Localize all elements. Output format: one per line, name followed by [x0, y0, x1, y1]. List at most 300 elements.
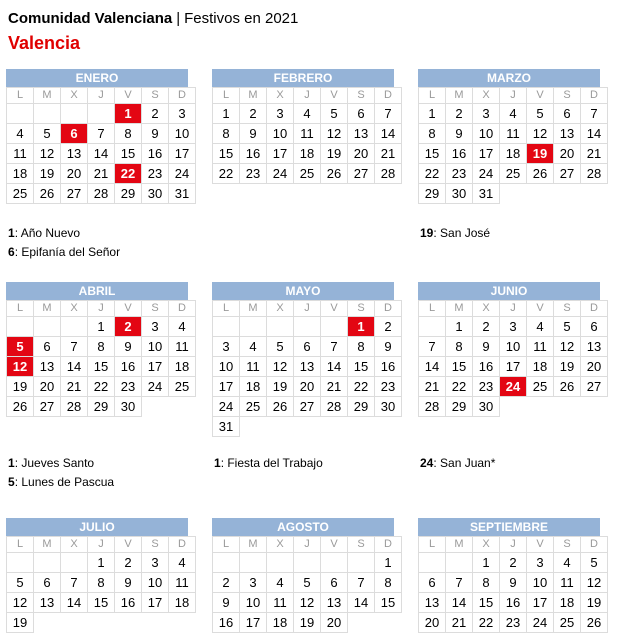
day-cell: 29 — [419, 184, 446, 204]
day-cell: 10 — [527, 573, 554, 593]
day-cell: 19 — [581, 593, 608, 613]
day-cell: 25 — [294, 164, 321, 184]
day-cell: 12 — [267, 357, 294, 377]
month-febrero — [212, 69, 394, 184]
day-cell: 14 — [375, 124, 402, 144]
day-cell: 3 — [213, 337, 240, 357]
day-cell: 15 — [348, 357, 375, 377]
week-row — [7, 317, 196, 337]
weekday-label: X — [267, 88, 294, 104]
day-cell: 8 — [88, 573, 115, 593]
day-cell: 13 — [61, 144, 88, 164]
day-cell: 30 — [115, 397, 142, 417]
weekday-label: D — [375, 88, 402, 104]
month-name: AGOSTO — [212, 518, 394, 536]
day-cell: 23 — [240, 164, 267, 184]
holiday-note-day: 1 — [214, 456, 221, 470]
day-cell: 26 — [581, 613, 608, 633]
month-days-table — [212, 536, 402, 633]
day-cell: 27 — [34, 397, 61, 417]
empty-day-cell — [7, 553, 34, 573]
day-cell: 4 — [7, 124, 34, 144]
day-cell: 6 — [294, 337, 321, 357]
day-cell: 4 — [267, 573, 294, 593]
month-name: MAYO — [212, 282, 394, 300]
day-cell: 31 — [473, 184, 500, 204]
day-cell: 24 — [267, 164, 294, 184]
day-cell: 27 — [294, 397, 321, 417]
day-cell: 9 — [473, 337, 500, 357]
day-cell: 15 — [446, 357, 473, 377]
week-row — [7, 553, 196, 573]
weekday-label: D — [169, 301, 196, 317]
city-name: Valencia — [8, 33, 81, 53]
day-cell: 9 — [240, 124, 267, 144]
week-row — [213, 337, 402, 357]
holiday-note-label: : San José — [433, 226, 491, 240]
day-cell: 13 — [554, 124, 581, 144]
day-cell: 24 — [527, 613, 554, 633]
day-cell: 26 — [7, 397, 34, 417]
empty-day-cell — [61, 553, 88, 573]
day-cell: 15 — [115, 144, 142, 164]
week-row — [7, 164, 196, 184]
weekday-label: J — [500, 301, 527, 317]
holiday-note — [8, 454, 114, 473]
holiday-day-cell: 22 — [115, 164, 142, 184]
weekday-label: V — [527, 537, 554, 553]
month-julio — [6, 518, 188, 633]
day-cell: 10 — [500, 337, 527, 357]
day-cell: 27 — [61, 184, 88, 204]
day-cell: 2 — [500, 553, 527, 573]
day-cell: 22 — [348, 377, 375, 397]
empty-day-cell — [213, 553, 240, 573]
empty-day-cell — [61, 104, 88, 124]
holiday-note — [420, 224, 490, 243]
day-cell: 16 — [446, 144, 473, 164]
month-septiembre — [418, 518, 600, 633]
holiday-note-day: 5 — [8, 475, 15, 489]
day-cell: 30 — [375, 397, 402, 417]
day-cell: 29 — [115, 184, 142, 204]
day-cell: 22 — [419, 164, 446, 184]
month-mayo — [212, 282, 394, 437]
day-cell: 18 — [267, 613, 294, 633]
weekday-label: D — [375, 537, 402, 553]
holiday-day-cell: 24 — [500, 377, 527, 397]
empty-day-cell — [7, 317, 34, 337]
week-row — [213, 553, 402, 573]
weekday-label: D — [581, 301, 608, 317]
day-cell: 8 — [115, 124, 142, 144]
empty-day-cell — [213, 317, 240, 337]
day-cell: 12 — [527, 124, 554, 144]
day-cell: 21 — [321, 377, 348, 397]
day-cell: 29 — [88, 397, 115, 417]
day-cell: 20 — [61, 164, 88, 184]
day-cell: 27 — [348, 164, 375, 184]
weekday-label: L — [213, 537, 240, 553]
day-cell: 14 — [446, 593, 473, 613]
weekday-label: S — [348, 88, 375, 104]
week-row — [213, 573, 402, 593]
day-cell: 3 — [169, 104, 196, 124]
day-cell: 12 — [321, 124, 348, 144]
weekday-label: J — [294, 88, 321, 104]
day-cell: 23 — [375, 377, 402, 397]
holiday-note-day: 19 — [420, 226, 434, 240]
weekday-label: S — [554, 88, 581, 104]
empty-day-cell — [294, 317, 321, 337]
day-cell: 28 — [88, 184, 115, 204]
weekday-label: L — [7, 301, 34, 317]
week-row — [7, 397, 196, 417]
weekday-label: V — [321, 88, 348, 104]
week-row — [7, 573, 196, 593]
weekday-label: D — [375, 301, 402, 317]
week-row — [7, 144, 196, 164]
day-cell: 8 — [88, 337, 115, 357]
weekday-label: D — [169, 537, 196, 553]
day-cell: 20 — [321, 613, 348, 633]
day-cell: 23 — [500, 613, 527, 633]
day-cell: 23 — [473, 377, 500, 397]
day-cell: 9 — [115, 573, 142, 593]
day-cell: 26 — [554, 377, 581, 397]
day-cell: 24 — [142, 377, 169, 397]
week-row — [7, 337, 196, 357]
day-cell: 5 — [581, 553, 608, 573]
filler-cell — [527, 397, 554, 417]
filler-cell — [348, 417, 375, 437]
week-row — [213, 417, 402, 437]
month-days-table — [418, 536, 608, 633]
month-days-table — [6, 536, 196, 633]
weekday-label: L — [7, 88, 34, 104]
day-cell: 3 — [142, 553, 169, 573]
week-row — [419, 397, 608, 417]
holiday-note — [214, 454, 323, 473]
filler-cell — [554, 397, 581, 417]
empty-day-cell — [7, 104, 34, 124]
holiday-note-day: 1 — [8, 226, 15, 240]
day-cell: 2 — [142, 104, 169, 124]
holiday-note-day: 6 — [8, 245, 15, 259]
week-row — [7, 357, 196, 377]
holiday-notes — [214, 454, 323, 473]
day-cell: 4 — [554, 553, 581, 573]
empty-day-cell — [88, 104, 115, 124]
day-cell: 13 — [348, 124, 375, 144]
day-cell: 7 — [61, 337, 88, 357]
holiday-notes — [8, 454, 114, 492]
day-cell: 1 — [375, 553, 402, 573]
day-cell: 11 — [169, 573, 196, 593]
day-cell: 7 — [419, 337, 446, 357]
weekday-label: S — [348, 301, 375, 317]
empty-day-cell — [34, 553, 61, 573]
weekday-label: M — [446, 88, 473, 104]
day-cell: 10 — [213, 357, 240, 377]
day-cell: 3 — [267, 104, 294, 124]
week-row — [419, 593, 608, 613]
week-row — [7, 184, 196, 204]
day-cell: 13 — [581, 337, 608, 357]
weekday-label: L — [7, 537, 34, 553]
day-cell: 10 — [169, 124, 196, 144]
weekday-label: X — [61, 301, 88, 317]
day-cell: 31 — [213, 417, 240, 437]
day-cell: 2 — [240, 104, 267, 124]
holiday-note-label: : Fiesta del Trabajo — [220, 456, 323, 470]
weekday-label: X — [61, 88, 88, 104]
week-row — [213, 164, 402, 184]
day-cell: 20 — [348, 144, 375, 164]
day-cell: 20 — [581, 357, 608, 377]
day-cell: 8 — [446, 337, 473, 357]
day-cell: 20 — [294, 377, 321, 397]
holiday-notes — [8, 224, 120, 262]
filler-cell — [294, 417, 321, 437]
weekday-label: J — [500, 537, 527, 553]
day-cell: 7 — [88, 124, 115, 144]
day-cell: 3 — [500, 317, 527, 337]
weekday-label: S — [142, 537, 169, 553]
day-cell: 2 — [375, 317, 402, 337]
day-cell: 30 — [142, 184, 169, 204]
day-cell: 18 — [240, 377, 267, 397]
week-row — [213, 357, 402, 377]
day-cell: 4 — [294, 104, 321, 124]
day-cell: 21 — [375, 144, 402, 164]
day-cell: 7 — [348, 573, 375, 593]
day-cell: 26 — [321, 164, 348, 184]
day-cell: 4 — [527, 317, 554, 337]
day-cell: 10 — [142, 573, 169, 593]
day-cell: 10 — [267, 124, 294, 144]
day-cell: 19 — [321, 144, 348, 164]
day-cell: 24 — [473, 164, 500, 184]
empty-day-cell — [294, 553, 321, 573]
week-row — [213, 397, 402, 417]
week-row — [7, 124, 196, 144]
day-cell: 5 — [554, 317, 581, 337]
day-cell: 5 — [527, 104, 554, 124]
filler-cell — [321, 417, 348, 437]
day-cell: 7 — [581, 104, 608, 124]
day-cell: 18 — [554, 593, 581, 613]
day-cell: 16 — [115, 357, 142, 377]
day-cell: 19 — [34, 164, 61, 184]
day-cell: 28 — [581, 164, 608, 184]
day-cell: 20 — [554, 144, 581, 164]
day-cell: 5 — [7, 573, 34, 593]
day-cell: 9 — [500, 573, 527, 593]
month-name: FEBRERO — [212, 69, 394, 87]
weekday-label: V — [527, 301, 554, 317]
weekday-label: M — [34, 88, 61, 104]
day-cell: 18 — [527, 357, 554, 377]
day-cell: 17 — [142, 357, 169, 377]
weekday-label: L — [213, 88, 240, 104]
day-cell: 5 — [34, 124, 61, 144]
weekday-label: L — [419, 537, 446, 553]
day-cell: 8 — [348, 337, 375, 357]
day-cell: 1 — [213, 104, 240, 124]
day-cell: 19 — [294, 613, 321, 633]
weekday-label: S — [348, 537, 375, 553]
day-cell: 5 — [294, 573, 321, 593]
holiday-note — [8, 224, 120, 243]
day-cell: 6 — [34, 573, 61, 593]
filler-cell — [500, 397, 527, 417]
day-cell: 5 — [321, 104, 348, 124]
weekday-label: D — [581, 88, 608, 104]
title-separator: | — [176, 10, 181, 27]
day-cell: 7 — [446, 573, 473, 593]
day-cell: 17 — [142, 593, 169, 613]
weekday-label: M — [240, 88, 267, 104]
month-name: ENERO — [6, 69, 188, 87]
empty-day-cell — [240, 553, 267, 573]
filler-cell — [142, 397, 169, 417]
day-cell: 11 — [500, 124, 527, 144]
day-cell: 15 — [88, 593, 115, 613]
day-cell: 1 — [88, 553, 115, 573]
day-cell: 14 — [419, 357, 446, 377]
weekday-label: M — [34, 537, 61, 553]
empty-day-cell — [267, 553, 294, 573]
day-cell: 11 — [527, 337, 554, 357]
day-cell: 9 — [213, 593, 240, 613]
holiday-day-cell: 6 — [61, 124, 88, 144]
day-cell: 6 — [419, 573, 446, 593]
day-cell: 22 — [88, 377, 115, 397]
day-cell: 14 — [88, 144, 115, 164]
day-cell: 25 — [527, 377, 554, 397]
holiday-day-cell: 1 — [348, 317, 375, 337]
filler-cell — [527, 184, 554, 204]
day-cell: 23 — [446, 164, 473, 184]
day-cell: 8 — [419, 124, 446, 144]
weekday-label: J — [88, 88, 115, 104]
week-row — [419, 124, 608, 144]
day-cell: 7 — [321, 337, 348, 357]
day-cell: 21 — [61, 377, 88, 397]
day-cell: 1 — [419, 104, 446, 124]
day-cell: 25 — [169, 377, 196, 397]
holiday-notes — [420, 454, 495, 473]
day-cell: 3 — [473, 104, 500, 124]
day-cell: 2 — [473, 317, 500, 337]
day-cell: 12 — [294, 593, 321, 613]
empty-day-cell — [267, 317, 294, 337]
day-cell: 28 — [321, 397, 348, 417]
day-cell: 20 — [419, 613, 446, 633]
day-cell: 15 — [473, 593, 500, 613]
weekday-label: J — [500, 88, 527, 104]
month-agosto — [212, 518, 394, 633]
weekday-label: J — [294, 537, 321, 553]
day-cell: 17 — [527, 593, 554, 613]
day-cell: 30 — [446, 184, 473, 204]
week-row — [419, 184, 608, 204]
day-cell: 9 — [115, 337, 142, 357]
empty-day-cell — [34, 104, 61, 124]
day-cell: 12 — [34, 144, 61, 164]
empty-day-cell — [419, 553, 446, 573]
day-cell: 17 — [169, 144, 196, 164]
day-cell: 12 — [7, 593, 34, 613]
empty-day-cell — [321, 553, 348, 573]
day-cell: 16 — [375, 357, 402, 377]
day-cell: 14 — [61, 593, 88, 613]
day-cell: 3 — [240, 573, 267, 593]
day-cell: 11 — [7, 144, 34, 164]
day-cell: 20 — [34, 377, 61, 397]
day-cell: 12 — [554, 337, 581, 357]
weekday-label: V — [115, 537, 142, 553]
day-cell: 19 — [267, 377, 294, 397]
holiday-day-cell: 2 — [115, 317, 142, 337]
day-cell: 24 — [213, 397, 240, 417]
day-cell: 23 — [142, 164, 169, 184]
day-cell: 24 — [169, 164, 196, 184]
day-cell: 18 — [7, 164, 34, 184]
week-row — [419, 337, 608, 357]
holiday-note-label: : Epifanía del Señor — [14, 245, 121, 259]
day-cell: 21 — [88, 164, 115, 184]
day-cell: 11 — [294, 124, 321, 144]
weekday-label: L — [419, 88, 446, 104]
month-days-table — [6, 87, 196, 204]
weekday-label: S — [554, 301, 581, 317]
week-row — [419, 553, 608, 573]
day-cell: 11 — [554, 573, 581, 593]
day-cell: 9 — [375, 337, 402, 357]
day-cell: 15 — [213, 144, 240, 164]
day-cell: 2 — [446, 104, 473, 124]
weekday-label: V — [321, 537, 348, 553]
weekday-label: V — [115, 301, 142, 317]
day-cell: 16 — [473, 357, 500, 377]
week-row — [7, 377, 196, 397]
week-row — [7, 593, 196, 613]
day-cell: 7 — [61, 573, 88, 593]
weekday-label: X — [61, 537, 88, 553]
day-cell: 25 — [554, 613, 581, 633]
day-cell: 6 — [554, 104, 581, 124]
weekday-label: M — [34, 301, 61, 317]
holiday-note-label: : San Juan* — [433, 456, 496, 470]
day-cell: 26 — [267, 397, 294, 417]
day-cell: 18 — [294, 144, 321, 164]
month-days-table — [418, 87, 608, 204]
weekday-label: S — [554, 537, 581, 553]
day-cell: 29 — [446, 397, 473, 417]
day-cell: 17 — [267, 144, 294, 164]
week-row — [419, 164, 608, 184]
day-cell: 4 — [169, 553, 196, 573]
filler-cell — [500, 184, 527, 204]
day-cell: 29 — [348, 397, 375, 417]
day-cell: 1 — [473, 553, 500, 573]
day-cell: 8 — [473, 573, 500, 593]
day-cell: 2 — [213, 573, 240, 593]
filler-cell — [375, 417, 402, 437]
day-cell: 10 — [142, 337, 169, 357]
